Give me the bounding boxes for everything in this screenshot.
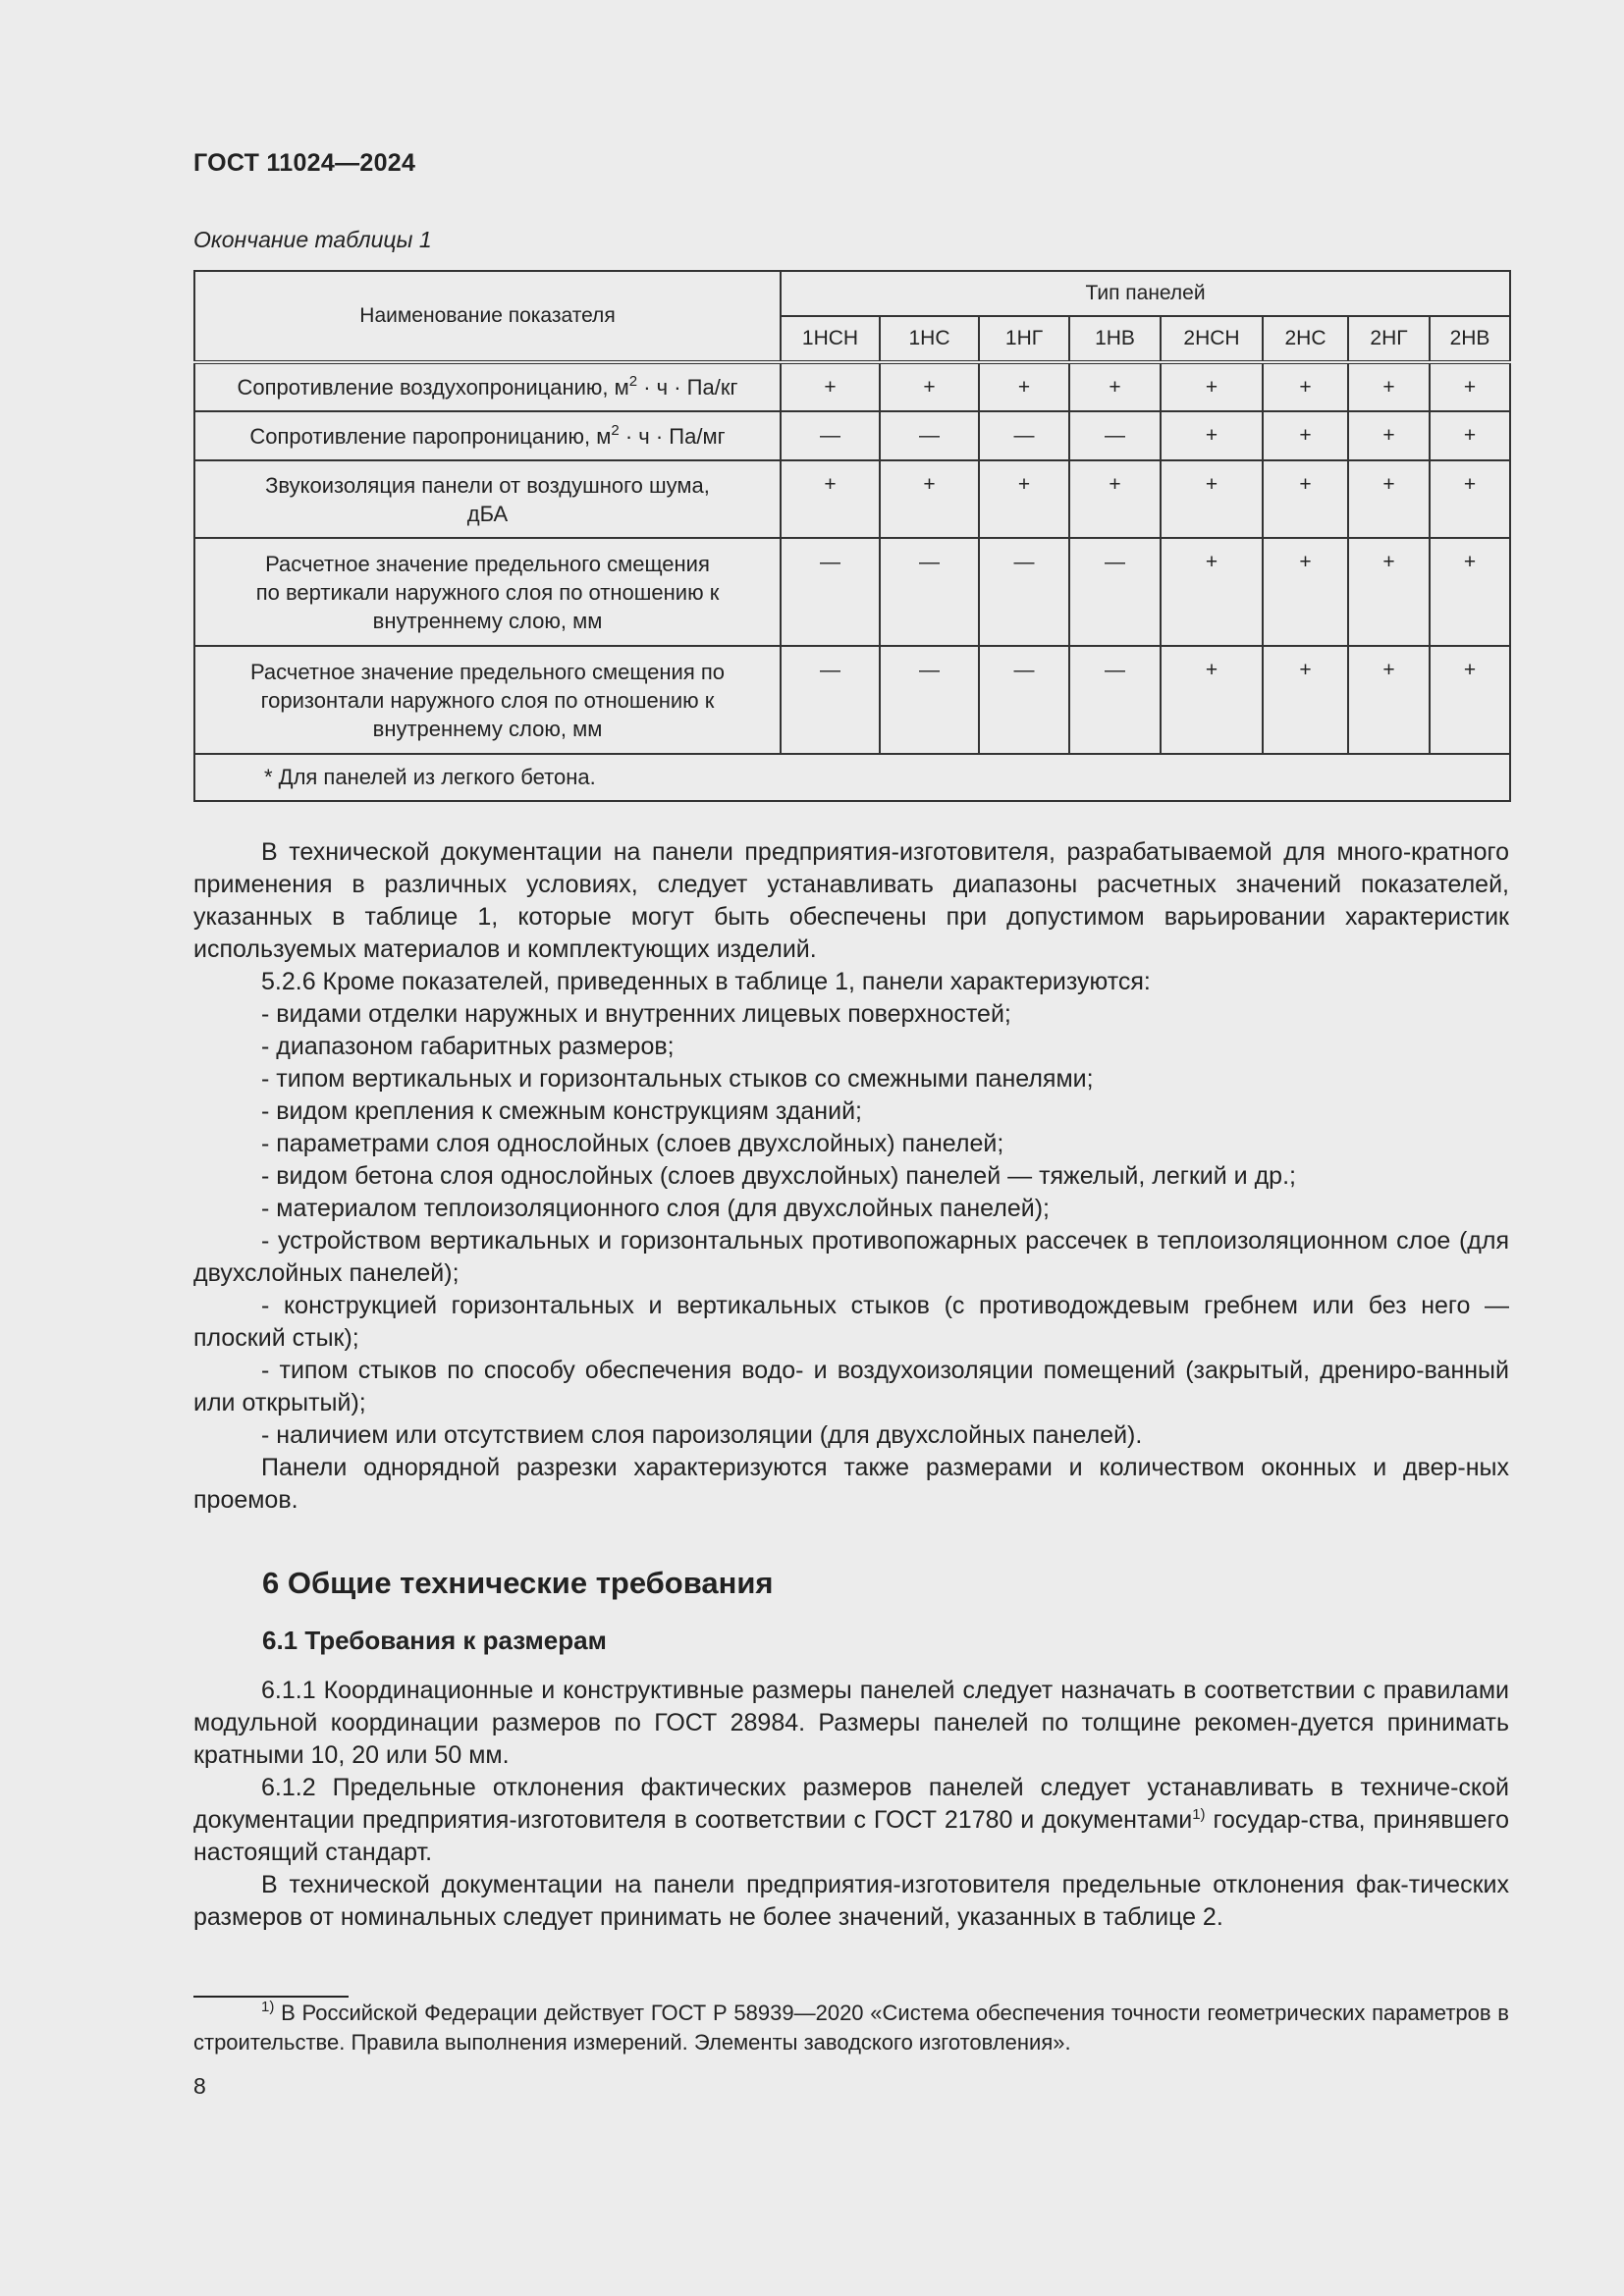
row-mark: + bbox=[1348, 460, 1430, 538]
body-section-5 bbox=[193, 836, 1509, 1517]
row-name: Звукоизоляция панели от воздушного шума, дБА bbox=[194, 460, 781, 538]
footnote-mark: 1) bbox=[261, 1999, 275, 2015]
list-item: - типом стыков по способу обеспечения водо- и воздухоизоляции помещений (закрытый, дрениро-ванный или открытый); bbox=[193, 1357, 1509, 1416]
column-header-type: 2НГ bbox=[1348, 316, 1430, 362]
row-mark: + bbox=[1161, 538, 1263, 646]
table-row bbox=[194, 362, 1510, 411]
row-mark: + bbox=[1263, 362, 1348, 411]
row-mark: + bbox=[880, 460, 979, 538]
list-item: - типом вертикальных и горизонтальных стыков со смежными панелями; bbox=[261, 1065, 1094, 1093]
row-mark: + bbox=[1430, 411, 1510, 460]
table-header-row bbox=[194, 271, 1510, 316]
row-mark: + bbox=[1069, 362, 1161, 411]
row-mark: + bbox=[1161, 362, 1263, 411]
list-item: - параметрами слоя однослойных (слоев двухслойных) панелей; bbox=[261, 1130, 1004, 1157]
row-mark: + bbox=[1263, 538, 1348, 646]
column-header-type: 1НСН bbox=[781, 316, 880, 362]
page-footnote: $^{1)}$ В Российской Федерации действует ГОСТ Р 58939—2020 «Система обеспечения точности геометрических параметров в строительстве. Правила выполнения измерений. Элементы заводского изготовления». bbox=[193, 1999, 1509, 2055]
column-header-type: 1НС bbox=[880, 316, 979, 362]
subsection-heading: 6.1 Требования к размерам bbox=[262, 1626, 607, 1655]
section-heading: 6 Общие технические требования bbox=[262, 1566, 774, 1600]
column-header-type: 2НВ bbox=[1430, 316, 1510, 362]
body-section-6 bbox=[193, 1675, 1509, 1934]
row-mark: — bbox=[979, 411, 1069, 460]
list-item: - диапазоном габаритных размеров; bbox=[261, 1033, 675, 1060]
row-mark: + bbox=[979, 460, 1069, 538]
row-mark: + bbox=[1430, 538, 1510, 646]
paragraph: 5.2.6 Кроме показателей, приведенных в таблице 1, панели характеризуются: bbox=[261, 968, 1151, 995]
row-mark: + bbox=[1069, 460, 1161, 538]
column-group-header: Тип панелей bbox=[781, 271, 1510, 316]
row-mark: + bbox=[1161, 460, 1263, 538]
panel-types-table bbox=[193, 270, 1511, 802]
row-mark: + bbox=[1430, 460, 1510, 538]
row-mark: + bbox=[1263, 411, 1348, 460]
row-mark: — bbox=[979, 646, 1069, 754]
paragraph: Панели однорядной разрезки характеризуются также размерами и количеством оконных и двер-ных проемов. bbox=[193, 1454, 1509, 1514]
column-header-type: 1НГ bbox=[979, 316, 1069, 362]
list-item: - видами отделки наружных и внутренних лицевых поверхностей; bbox=[261, 1000, 1011, 1028]
row-name: Расчетное значение предельного смещения по вертикали наружного слоя по отношению к внутреннему слою, мм bbox=[194, 538, 781, 646]
row-name: Сопротивление воздухопроницанию, $м^2 \cdot ч \cdot Па/кг$ bbox=[194, 362, 781, 411]
page-number: 8 bbox=[193, 2073, 206, 2099]
row-mark: + bbox=[1263, 460, 1348, 538]
list-item: - материалом теплоизоляционного слоя (для двухслойных панелей); bbox=[261, 1195, 1050, 1222]
list-item: - устройством вертикальных и горизонтальных противопожарных рассечек в теплоизоляционном слое (для двухслойных панелей); bbox=[193, 1227, 1509, 1287]
row-mark: — bbox=[781, 646, 880, 754]
table-row bbox=[194, 411, 1510, 460]
row-mark: — bbox=[1069, 538, 1161, 646]
list-item: - конструкцией горизонтальных и вертикальных стыков (с противодождевым гребнем или без него — плоский стык); bbox=[193, 1292, 1509, 1352]
row-mark: — bbox=[781, 411, 880, 460]
footnote-ref: 1) bbox=[1192, 1806, 1206, 1823]
paragraph: В технической документации на панели предприятия-изготовителя предельные отклонения фак-тических размеров от номинальных следует принимать не более значений, указанных в таблице 2. bbox=[193, 1871, 1509, 1931]
row-mark: + bbox=[781, 362, 880, 411]
row-mark: + bbox=[1348, 362, 1430, 411]
row-mark: — bbox=[979, 538, 1069, 646]
table-caption: Окончание таблицы 1 bbox=[193, 227, 432, 252]
document-id-header: ГОСТ 11024—2024 bbox=[193, 149, 416, 177]
row-mark: — bbox=[1069, 411, 1161, 460]
column-header-type: 2НС bbox=[1263, 316, 1348, 362]
table-footnote: * Для панелей из легкого бетона. bbox=[194, 754, 1510, 801]
row-mark: — bbox=[1069, 646, 1161, 754]
row-mark: + bbox=[979, 362, 1069, 411]
paragraph: 6.1.1 Координационные и конструктивные размеры панелей следует назначать в соответствии с правилами модульной координации размеров по ГОСТ 28984. Размеры панелей по толщине рекомен-дуется принимать кратными 10, 20 или 50 мм. bbox=[193, 1677, 1509, 1769]
row-mark: + bbox=[880, 362, 979, 411]
row-mark: + bbox=[1161, 411, 1263, 460]
row-mark: + bbox=[1348, 411, 1430, 460]
row-mark: — bbox=[880, 538, 979, 646]
row-mark: + bbox=[1161, 646, 1263, 754]
row-mark: + bbox=[1430, 362, 1510, 411]
column-header-type: 2НСН bbox=[1161, 316, 1263, 362]
table-footnote-row bbox=[194, 754, 1510, 801]
row-mark: + bbox=[781, 460, 880, 538]
list-item: - видом бетона слоя однослойных (слоев двухслойных) панелей — тяжелый, легкий и др.; bbox=[261, 1162, 1296, 1190]
row-mark: — bbox=[880, 646, 979, 754]
list-item: - наличием или отсутствием слоя пароизоляции (для двухслойных панелей). bbox=[261, 1421, 1143, 1449]
row-name: Сопротивление паропроницанию, $м^2 \cdot ч \cdot Па/мг$ bbox=[194, 411, 781, 460]
row-mark: + bbox=[1263, 646, 1348, 754]
row-mark: + bbox=[1348, 538, 1430, 646]
row-mark: + bbox=[1348, 646, 1430, 754]
table-row bbox=[194, 538, 1510, 646]
row-mark: — bbox=[880, 411, 979, 460]
row-mark: + bbox=[1430, 646, 1510, 754]
footnote-divider bbox=[193, 1996, 349, 1998]
column-header-type: 1НВ bbox=[1069, 316, 1161, 362]
list-item: - видом крепления к смежным конструкциям зданий; bbox=[261, 1097, 862, 1125]
row-mark: — bbox=[781, 538, 880, 646]
column-header-name: Наименование показателя bbox=[194, 271, 781, 362]
row-name: Расчетное значение предельного смещения по горизонтали наружного слоя по отношению к внутреннему слою, мм bbox=[194, 646, 781, 754]
table-row bbox=[194, 460, 1510, 538]
paragraph: 6.1.2 Предельные отклонения фактических размеров панелей следует устанавливать в техниче-ской документации предприятия-изготовителя в соответствии с ГОСТ 21780 и документами$^{1)}$ государ-ства, принявшего настоящий стандарт. bbox=[193, 1774, 1509, 1866]
table-row bbox=[194, 646, 1510, 754]
paragraph: В технической документации на панели предприятия-изготовителя, разрабатываемой для много-кратного применения в различных условиях, следует устанавливать диапазоны расчетных значений показателей, указанных в таблице 1, которые могут быть обеспечены при допустимом варьировании характеристик используемых материалов и комплектующих изделий. bbox=[193, 838, 1509, 963]
